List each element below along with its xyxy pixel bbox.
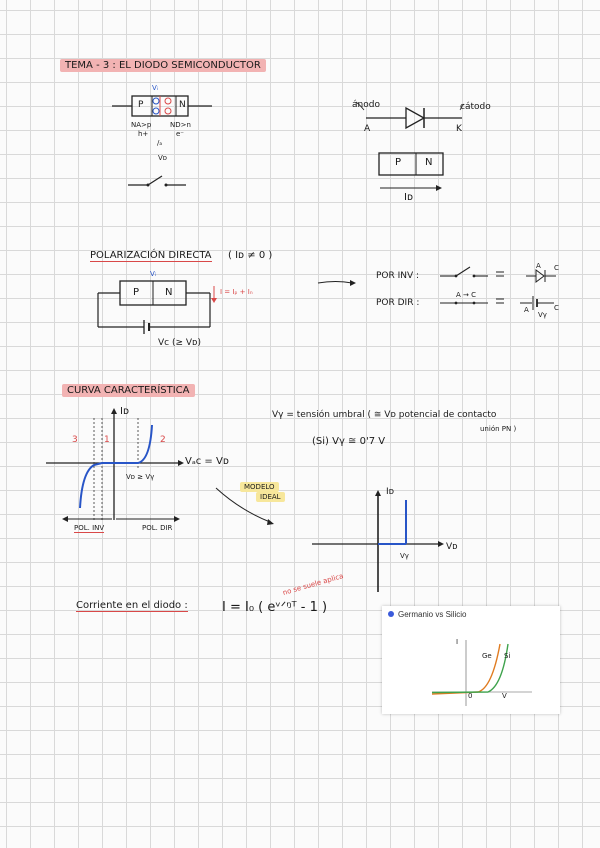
inset-v: V	[502, 692, 507, 700]
forward-n: N	[165, 287, 173, 298]
polarizacion-condition: ( Iᴅ ≠ 0 )	[228, 250, 273, 261]
nd-label: ND>n	[170, 121, 191, 129]
inset-i: I	[456, 638, 459, 646]
ideal-vd-axis: Vᴅ	[446, 542, 458, 552]
vd-label: Vᴅ	[158, 154, 168, 162]
por-dir-label: POR DIR :	[376, 298, 420, 308]
diode-equation: I = I₀ ( eᵛᐟᵑᵀ - 1 )	[222, 600, 328, 615]
pol-dir-label: POL. DIR	[142, 524, 173, 532]
junction-top-label: Vᵢ	[152, 84, 159, 92]
symbol-n: N	[425, 157, 433, 168]
current-label: Corriente en el diodo :	[76, 600, 188, 611]
forward-top-label: Vᵢ	[150, 270, 157, 278]
anode-label: ánodo	[352, 100, 380, 110]
dir-a: A	[524, 306, 529, 314]
cathode-label: cátodo	[460, 102, 491, 112]
si-threshold: (Si) Vγ ≅ 0'7 V	[312, 436, 386, 447]
region-1: 1	[104, 435, 110, 445]
region-2: 2	[160, 435, 166, 445]
symbol-current: Iᴅ	[404, 192, 413, 203]
junction-n-label: N	[179, 100, 186, 110]
curve-vac-axis: Vₐc = Vᴅ	[185, 456, 229, 467]
inv-c: C	[554, 264, 559, 272]
section-title-polarizacion: POLARIZACIÓN DIRECTA	[90, 250, 212, 261]
curve-threshold: Vᴅ ≥ Vγ	[126, 473, 155, 481]
current-equation: I = Iₚ + Iₙ	[220, 288, 253, 296]
na-label: NA>p	[131, 121, 152, 129]
dir-c: C	[554, 304, 559, 312]
section-title-curva: CURVA CARACTERÍSTICA	[62, 385, 195, 396]
anode-a: A	[364, 124, 371, 134]
germanio-vs-silicio-inset	[382, 606, 560, 714]
source-label: Vc (≥ Vᴅ)	[158, 338, 201, 348]
model-label: MODELO IDEAL	[240, 482, 285, 502]
pol-inv-label: POL. INV	[74, 524, 105, 532]
e-label: e⁻	[176, 130, 185, 138]
region-3: 3	[72, 435, 78, 445]
h-label: h+	[138, 130, 149, 138]
forward-p: P	[133, 287, 140, 298]
equation-note: no se suele aplica	[281, 572, 345, 597]
dir-ac: A → C	[456, 291, 476, 299]
cathode-k: K	[456, 124, 462, 134]
ideal-vg-label: Vγ	[400, 552, 409, 560]
curve-id-axis: Iᴅ	[120, 406, 129, 417]
vgamma-definition-2: unión PN )	[480, 425, 517, 433]
inset-o: 0	[468, 692, 473, 700]
dir-vg: Vγ	[538, 311, 547, 319]
symbol-p: P	[395, 157, 402, 168]
vgamma-definition: Vγ = tensión umbral ( ≅ Vᴅ potencial de contacto	[272, 410, 497, 420]
inv-a: A	[536, 262, 541, 270]
section-title-tema3: TEMA - 3 : EL DIODO SEMICONDUCTOR	[60, 60, 266, 71]
inset-title: Germanio vs Silicio	[388, 610, 466, 619]
inset-ge: Ge	[482, 652, 492, 660]
inset-si: Si	[504, 652, 511, 660]
ideal-id-axis: Iᴅ	[386, 487, 395, 497]
slash-label: /ₐ	[157, 139, 163, 147]
junction-p-label: P	[138, 100, 144, 110]
por-inv-label: POR INV :	[376, 271, 420, 281]
